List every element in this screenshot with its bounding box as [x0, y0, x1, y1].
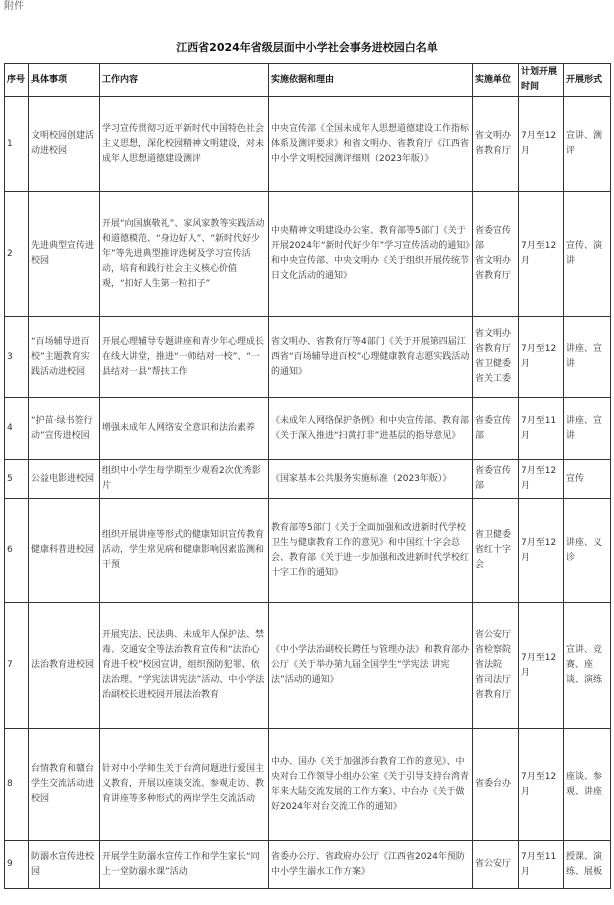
table-row: [5, 460, 611, 499]
cell-content: 开展宪法、民法典、未成年人保护法、禁毒、交通安全等法治教育宣传和“法治心育进千校”校园宣讲，组织预防犯罪、依法治理、“学宪法讲宪法”活动、中小学法治副校长进校园开展法治教育: [100, 603, 269, 729]
table-row: [5, 841, 611, 889]
cell-unit: 省文明办 省教育厅: [473, 97, 519, 192]
cell-basis: 省文明办、省教育厅等4部门《关于开展第四届江西省“百场辅导进百校”心理健康教育志愿实践活动的通知》: [269, 317, 473, 398]
cell-form: 授课、演练、展板: [564, 841, 611, 889]
cell-unit: 省文明办 省教育厅 省卫健委 省关工委: [473, 317, 519, 398]
header-basis: 实施依据和理由: [269, 64, 473, 97]
cell-basis: 中央宣传部《全国未成年人思想道德建设工作指标体系及测评要求》和省文明办、省教育厅《江西省中小学文明校园测评细则（2023年版）》: [269, 97, 473, 192]
cell-item: 先进典型宣传进校园: [29, 192, 100, 317]
cell-item: 健康科普进校园: [29, 499, 100, 603]
cell-basis: 省委办公厅、省政府办公厅《江西省2024年预防中小学生溺水工作方案》: [269, 841, 473, 889]
cell-item: “百场辅导进百校”主题教育实践活动进校园: [29, 317, 100, 398]
cell-time: 7月至12月: [519, 97, 564, 192]
cell-no: 7: [5, 603, 29, 729]
cell-time: 7月至12月: [519, 729, 564, 841]
cell-time: 7月至12月: [519, 603, 564, 729]
header-unit: 实施单位: [473, 64, 519, 97]
cell-time: 7月至12月: [519, 460, 564, 499]
whitelist-table: [4, 63, 611, 889]
cell-form: 讲座、宣讲: [564, 317, 611, 398]
cell-no: 4: [5, 398, 29, 460]
cell-form: 宣讲、竞赛、座谈、演练: [564, 603, 611, 729]
cell-no: 5: [5, 460, 29, 499]
cell-form: 座谈、参观、讲座: [564, 729, 611, 841]
cell-unit: 省委台办: [473, 729, 519, 841]
header-time: 计划开展时间: [519, 64, 564, 97]
cell-content: 组织开展讲座等形式的健康知识宣传教育活动，学生常见病和健康影响因素监测和干预: [100, 499, 269, 603]
cell-form: 讲座、义诊: [564, 499, 611, 603]
cell-no: 9: [5, 841, 29, 889]
cell-content: 增强未成年人网络安全意识和法治素养: [100, 398, 269, 460]
attachment-label: 附件: [4, 1, 24, 12]
table-row: [5, 499, 611, 603]
cell-time: 7月至12月: [519, 317, 564, 398]
cell-content: 开展“向国旗敬礼”、家风家教等实践活动和道德模范、“身边好人”、“新时代好少年”等先进典型推评选树及学习宣传活动，培育和践行社会主义核心价值观，“扣好人生第一粒扣子”: [100, 192, 269, 317]
cell-unit: 省公安厅 省检察院 省法院 省司法厅 省教育厅: [473, 603, 519, 729]
cell-basis: 《未成年人网络保护条例》和中央宣传部、教育部《关于深入推进“扫黄打非”进基层的指导意见》: [269, 398, 473, 460]
cell-no: 3: [5, 317, 29, 398]
cell-form: 宣传: [564, 460, 611, 499]
cell-content: 开展心理辅导专题讲座和青少年心理成长在线大讲堂，推进“一师结对一校”、“一县结对一县”帮扶工作: [100, 317, 269, 398]
table-row: [5, 97, 611, 192]
cell-unit: 省公安厅: [473, 841, 519, 889]
cell-item: 公益电影进校园: [29, 460, 100, 499]
table-row: [5, 729, 611, 841]
cell-no: 1: [5, 97, 29, 192]
cell-form: 宣讲、测评: [564, 97, 611, 192]
cell-basis: 中办、国办《关于加强涉台教育工作的意见》、中央对台工作领导小组办公室《关于引导支持台湾青年来大陆交流发展的工作方案》、中台办《关于做好2024年对台交流工作的通知》: [269, 729, 473, 841]
table-row: [5, 398, 611, 460]
table-header-row: [5, 64, 611, 97]
cell-no: 8: [5, 729, 29, 841]
cell-no: 6: [5, 499, 29, 603]
cell-item: 台情教育和赣台学生交流活动进校园: [29, 729, 100, 841]
document-title: 江西省2024年省级层面中小学社会事务进校园白名单: [176, 41, 438, 54]
cell-form: 讲座、宣讲: [564, 398, 611, 460]
header-content: 工作内容: [100, 64, 269, 97]
cell-basis: 中央精神文明建设办公室、教育部等5部门《关于开展2024年“新时代好少年”学习宣传活动的通知》和中央宣传部、中央文明办《关于组织开展传统节日文化活动的通知》: [269, 192, 473, 317]
cell-unit: 省委宣传部: [473, 398, 519, 460]
cell-no: 2: [5, 192, 29, 317]
cell-item: “护苗·绿书签行动”宣传进校园: [29, 398, 100, 460]
cell-basis: 《国家基本公共服务实施标准（2023年版）》: [269, 460, 473, 499]
cell-content: 学习宣传贯彻习近平新时代中国特色社会主义思想，深化校园精神文明建设，对未成年人思想道德建设测评: [100, 97, 269, 192]
cell-time: 7月至12月: [519, 192, 564, 317]
cell-time: 7月至12月: [519, 499, 564, 603]
header-form: 开展形式: [564, 64, 611, 97]
cell-item: 法治教育进校园: [29, 603, 100, 729]
table-row: [5, 192, 611, 317]
cell-time: 7月至11月: [519, 398, 564, 460]
cell-unit: 省委宣传部: [473, 460, 519, 499]
cell-item: 文明校园创建活动进校园: [29, 97, 100, 192]
cell-content: 针对中小学师生关于台湾问题进行爱国主义教育，开展以座谈交流、参观走访、教育讲座等多种形式的两岸学生交流活动: [100, 729, 269, 841]
cell-form: 宣传、演讲: [564, 192, 611, 317]
cell-unit: 省委宣传部 省文明办 省教育厅: [473, 192, 519, 317]
table-row: [5, 603, 611, 729]
header-item: 具体事项: [29, 64, 100, 97]
cell-content: 组织中小学生每学期至少观看2次优秀影片: [100, 460, 269, 499]
cell-content: 开展学生防溺水宣传工作和学生家长“同上一堂防溺水课”活动: [100, 841, 269, 889]
cell-item: 防溺水宣传进校园: [29, 841, 100, 889]
header-no: 序号: [5, 64, 29, 97]
cell-time: 7月至11月: [519, 841, 564, 889]
table-row: [5, 317, 611, 398]
cell-basis: 《中小学法治副校长聘任与管理办法》和教育部办公厅《关于举办第九届全国学生“学宪法 讲宪法”活动的通知》: [269, 603, 473, 729]
cell-basis: 教育部等5部门《关于全面加强和改进新时代学校卫生与健康教育工作的意见》和中国红十字会总会、教育部《关于进一步加强和改进新时代学校红十字工作的通知》: [269, 499, 473, 603]
cell-unit: 省卫健委 省红十字会: [473, 499, 519, 603]
